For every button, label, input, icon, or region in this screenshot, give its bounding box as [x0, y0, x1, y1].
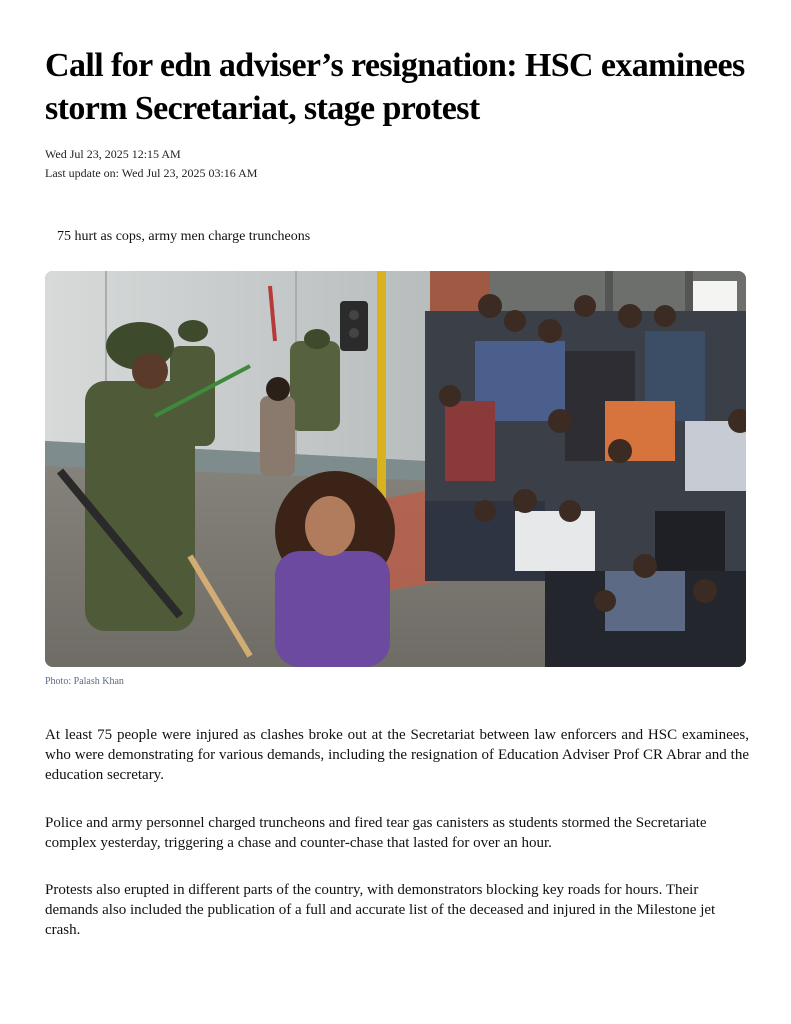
photo-credit: Photo: Palash Khan [45, 676, 124, 687]
protest-photo-illustration [45, 271, 746, 667]
last-update-date: Last update on: Wed Jul 23, 2025 03:16 AM [45, 166, 258, 180]
publish-date: Wed Jul 23, 2025 12:15 AM [45, 147, 181, 161]
article-paragraph-3: Protests also erupted in different parts of the country, with demonstrators blocking key roads for hours. Their demands also included the publication of a full and accurate list of the deceased and injured in the Milestone jet crash. [45, 882, 716, 938]
foreground-woman [275, 471, 395, 667]
article-headline: Call for edn adviser’s resignation: HSC examinees storm Secretariat, stage protest [45, 47, 745, 127]
article-subheadline: 75 hurt as cops, army men charge truncheons [57, 229, 311, 244]
article-paragraph-2: Police and army personnel charged truncheons and fired tear gas canisters as students stormed the Secretariate complex yesterday, triggering a chase and counter-chase that lasted for over an hour. [45, 815, 707, 851]
article-paragraph-1: At least 75 people were injured as clashes broke out at the Secretariat between law enforcers and HSC examinees, who were demonstrating for various demands, including the resignation of Education Adviser Prof CR Abrar and the education secretary. [45, 727, 749, 783]
article-photo [45, 271, 746, 667]
